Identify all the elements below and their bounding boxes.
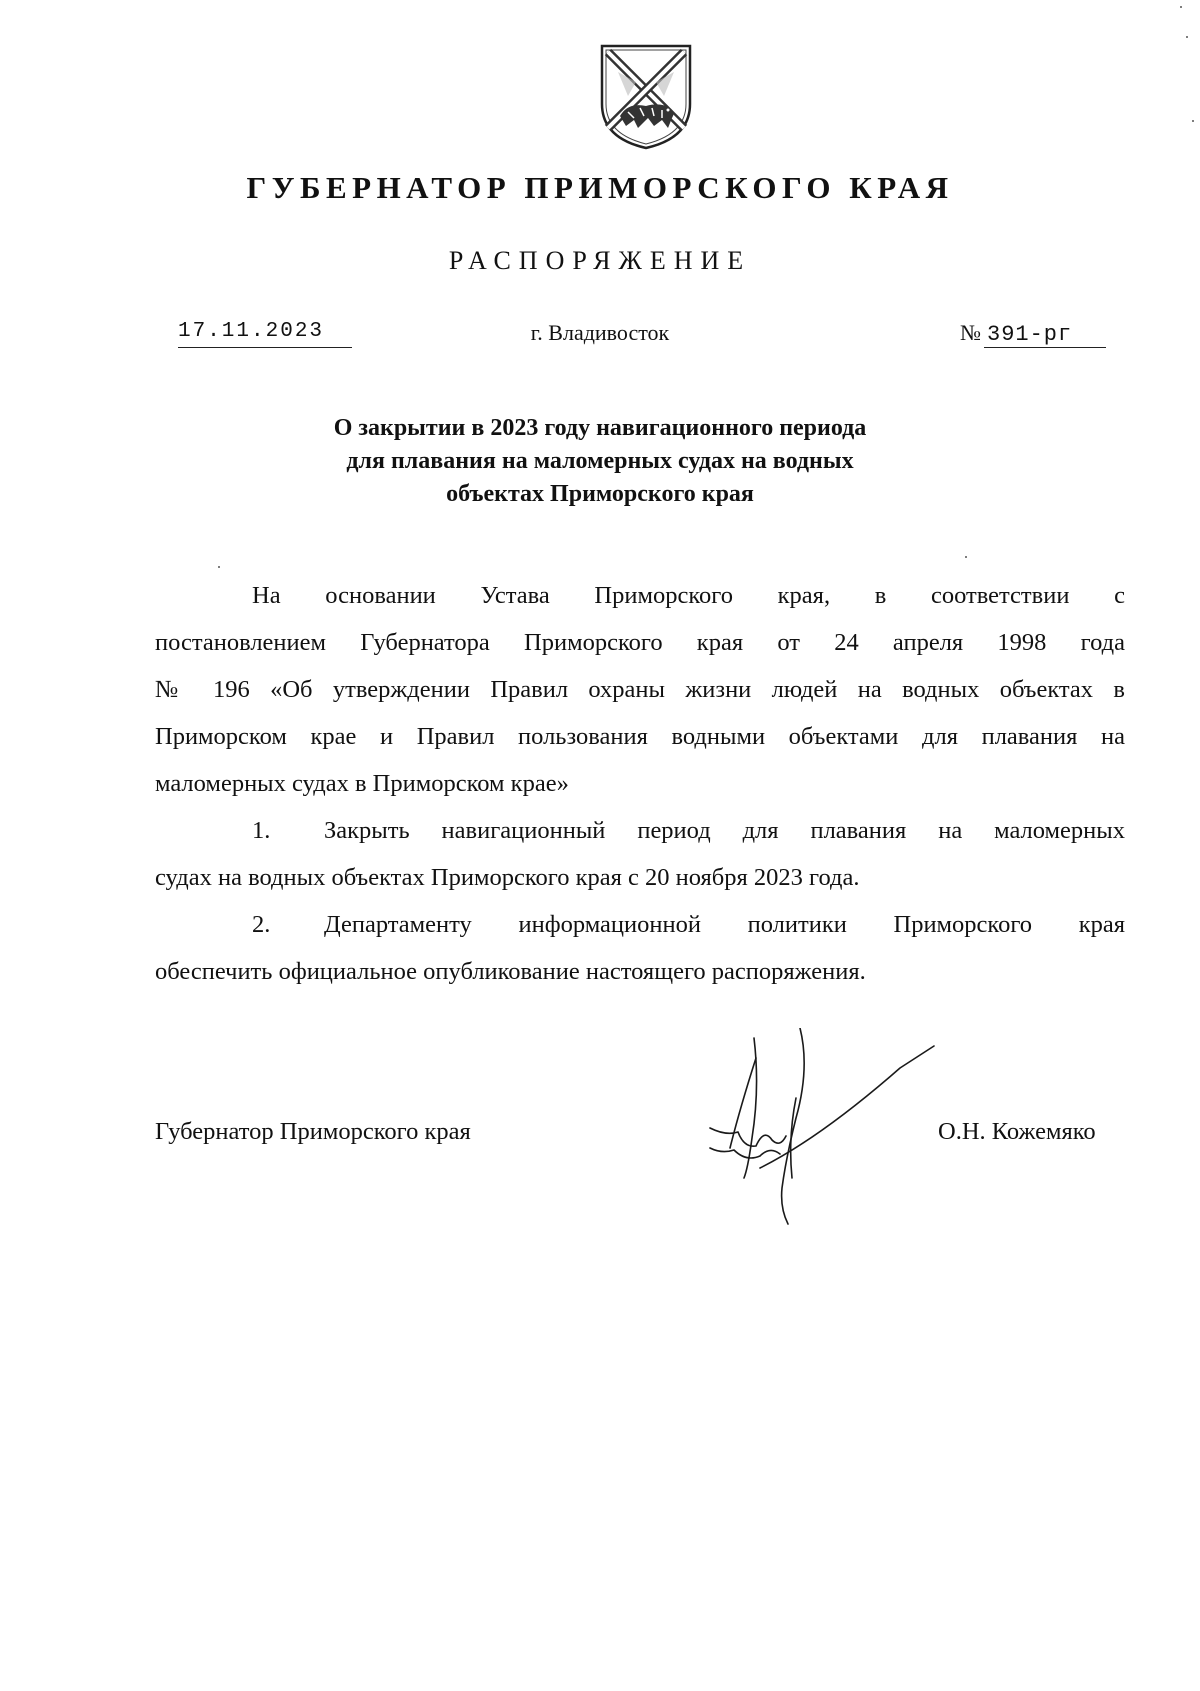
handwritten-signature-icon [700,1028,940,1228]
document-city: г. Владивосток [530,320,670,345]
document-body [155,572,1125,995]
scan-speck [1180,6,1182,8]
order-item-first-line [155,807,1125,854]
document-date: 17.11.2023 [178,320,325,343]
preamble-line: На основании Устава Приморского края, в соответствии с [252,582,1125,609]
signatory-name: О.Н. Кожемяко [938,1118,1096,1145]
scan-speck [1186,36,1188,38]
order-item-continuation: обеспечить официальное опубликование настоящего распоряжения. [155,958,866,985]
order-item [155,901,1125,995]
document-subject [0,412,1200,511]
order-item-continuation: судах на водных объектах Приморского края с 20 ноября 2023 года. [155,864,860,891]
document-number: 391-рг [987,322,1073,347]
date-underline [178,347,352,348]
order-item-number: 2. [252,911,271,938]
document-number-group [960,320,1072,347]
number-sign: № [960,320,981,345]
document-type-title: РАСПОРЯЖЕНИЕ [448,246,752,275]
order-item-text: Департаменту информационной политики Приморского края [324,911,1125,938]
order-item-text: Закрыть навигационный период для плавания на маломерных [324,817,1125,844]
preamble-line: маломерных судах в Приморском крае» [155,770,569,797]
signatory-position: Губернатор Приморского края [155,1118,471,1145]
preamble-paragraph [155,572,1125,807]
preamble-line: постановлением Губернатора Приморского края от 24 апреля 1998 года [155,629,1125,656]
number-underline [984,347,1106,348]
order-item-number: 1. [252,817,271,844]
subject-line: объектах Приморского края [446,481,754,507]
scan-speck [965,556,967,558]
subject-line: О закрытии в 2023 году навигационного периода [333,415,867,441]
order-item [155,807,1125,901]
subject-line: для плавания на маломерных судах на водных [346,448,854,474]
coat-of-arms-icon [598,42,694,152]
preamble-line: Приморском крае и Правил пользования водными объектами для плавания на [155,723,1125,750]
scan-speck [1192,120,1194,122]
scan-speck [218,566,220,568]
issuing-authority-title: ГУБЕРНАТОР ПРИМОРСКОГО КРАЯ [246,170,954,205]
preamble-line: № 196 «Об утверждении Правил охраны жизни людей на водных объектах в [155,676,1125,703]
order-item-first-line [155,901,1125,948]
